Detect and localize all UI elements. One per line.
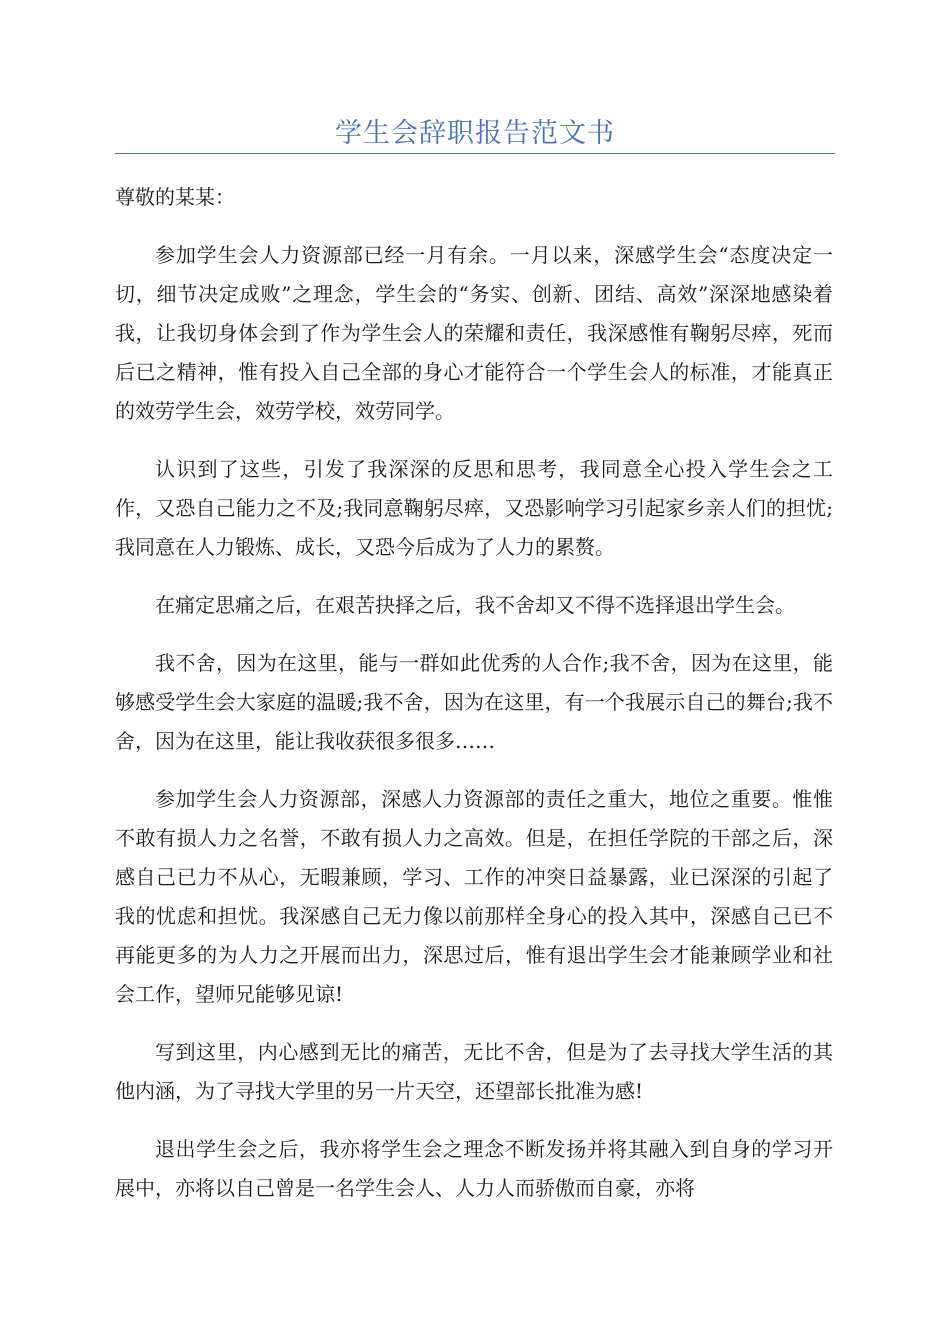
paragraph-6: 写到这里，内心感到无比的痛苦，无比不舍，但是为了去寻找大学生活的其他内涵，为了寻找大学里的另一片天空，还望部长批准为感!: [115, 1040, 833, 1103]
paragraph-5: 参加学生会人力资源部，深感人力资源部的责任之重大，地位之重要。惟惟不敢有损人力之名誉，不敢有损人力之高效。但是，在担任学院的干部之后，深感自己已力不从心，无暇兼顾，学习、工作的冲突日益暴露，业已深深的引起了我的忧虑和担忧。我深感自己无力像以前那样全身心的投入其中，深感自己已不再能更多的为人力之开展而出力，深思过后，惟有退出学生会才能兼顾学业和社会工作，望师兄能够见谅!: [115, 787, 833, 1006]
paragraph-7: 退出学生会之后，我亦将学生会之理念不断发扬并将其融入到自身的学习开展中，亦将以自己曾是一名学生会人、人力人而骄傲而自豪，亦将: [115, 1137, 833, 1200]
document-body: [115, 178, 833, 1227]
paragraph-3: 在痛定思痛之后，在艰苦抉择之后，我不舍却又不得不选择退出学生会。: [155, 593, 795, 617]
salutation: 尊敬的某某：: [115, 185, 235, 209]
document-title: 学生会辞职报告范文书: [335, 118, 615, 149]
paragraph-4: 我不舍，因为在这里，能与一群如此优秀的人合作;我不舍，因为在这里，能够感受学生会大家庭的温暖;我不舍，因为在这里，有一个我展示自己的舞台;我不舍，因为在这里，能让我收获很多很多……: [115, 651, 833, 753]
paragraph-2: 认识到了这些，引发了我深深的反思和思考，我同意全心投入学生会之工作，又恐自己能力之不及;我同意鞠躬尽瘁，又恐影响学习引起家乡亲人们的担忧;我同意在人力锻炼、成长，又恐今后成为了人力的累赘。: [115, 457, 833, 559]
title-underline: [115, 153, 835, 154]
paragraph-1: 参加学生会人力资源部已经一月有余。一月以来，深感学生会“态度决定一切，细节决定成败”之理念，学生会的“务实、创新、团结、高效”深深地感染着我，让我切身体会到了作为学生会人的荣耀和责任，我深感惟有鞠躬尽瘁，死而后已之精神，惟有投入自己全部的身心才能符合一个学生会人的标准，才能真正的效劳学生会，效劳学校，效劳同学。: [115, 243, 833, 423]
